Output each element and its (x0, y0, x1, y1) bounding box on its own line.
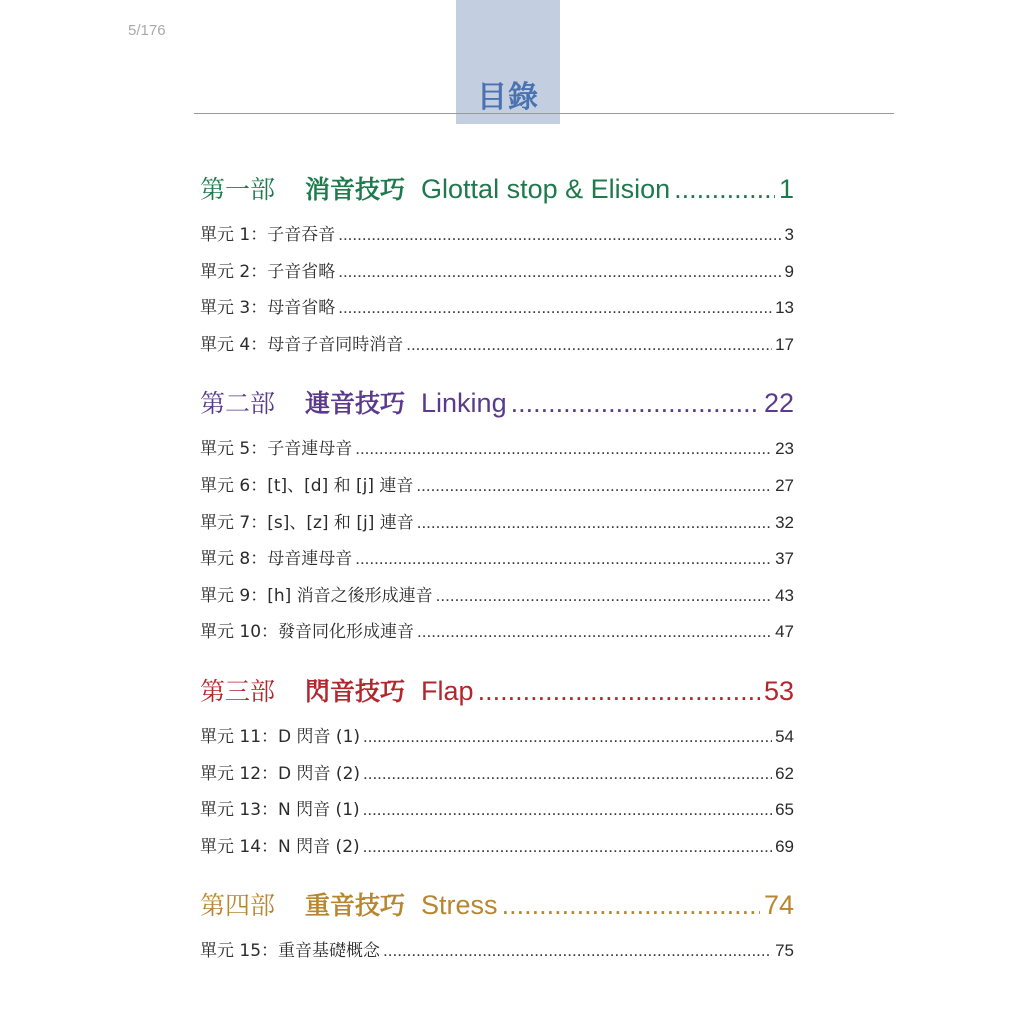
part-english-title: Glottal stop & Elision (421, 174, 671, 204)
unit-label: 單元 13：N 閃音 (1) (200, 800, 360, 821)
dot-leader (363, 727, 772, 747)
part-page-number: 74 (763, 890, 794, 921)
part-number: 第一部 (200, 175, 276, 204)
part-heading-1[interactable] (200, 170, 794, 212)
unit-label: 單元 9：[h] 消音之後形成連音 (200, 585, 433, 606)
unit-label: 單元 10：發音同化形成連音 (200, 622, 415, 643)
unit-page-number: 3 (784, 225, 794, 244)
dot-leader (363, 837, 772, 857)
part-number: 第四部 (200, 891, 276, 921)
dot-leader (502, 890, 760, 921)
part-page-number: 53 (763, 675, 794, 706)
dot-leader (383, 941, 772, 961)
unit-page-number: 65 (775, 800, 794, 820)
part-heading-3[interactable] (200, 672, 794, 714)
part-number: 第三部 (200, 676, 276, 706)
toc-entry-unit-9[interactable] (200, 581, 794, 618)
unit-page-number: 13 (775, 298, 794, 318)
toc-entry-unit-4[interactable] (200, 330, 794, 367)
dot-leader (338, 262, 781, 282)
toc-entry-unit-13[interactable] (200, 795, 794, 832)
toc-entry-unit-11[interactable] (200, 722, 794, 759)
table-of-contents (200, 170, 794, 973)
dot-leader (355, 549, 772, 569)
dot-leader (363, 800, 772, 820)
dot-leader (511, 388, 760, 419)
part-english-title: Flap (421, 675, 474, 706)
dot-leader (417, 513, 772, 533)
toc-entry-unit-14[interactable] (200, 832, 794, 869)
part-name: 消音技巧 (305, 175, 406, 204)
unit-page-number: 9 (784, 261, 794, 281)
page-title: 目錄 (477, 80, 539, 115)
part-heading-2[interactable] (200, 384, 794, 426)
unit-page-number: 23 (775, 439, 794, 459)
page-counter: 5/176 (128, 22, 166, 39)
unit-page-number: 37 (775, 549, 794, 569)
unit-label: 單元 15：重音基礎概念 (200, 941, 381, 962)
unit-label: 單元 7：[s]、[z] 和 [j] 連音 (200, 512, 414, 533)
toc-entry-unit-15[interactable] (200, 936, 794, 973)
unit-label: 單元 12：D 閃音 (2) (200, 763, 361, 784)
unit-page-number: 47 (775, 622, 794, 642)
toc-entry-unit-5[interactable] (200, 434, 794, 471)
unit-label: 單元 1：子音吞音 (200, 225, 336, 245)
unit-label: 單元 14：N 閃音 (2) (200, 836, 360, 857)
unit-page-number: 62 (775, 763, 794, 783)
toc-entry-unit-10[interactable] (200, 617, 794, 654)
toc-entry-unit-3[interactable] (200, 293, 794, 330)
part-name: 閃音技巧 (305, 676, 406, 706)
part-heading-4[interactable] (200, 886, 794, 928)
unit-label: 單元 8：母音連母音 (200, 549, 353, 570)
toc-entry-unit-12[interactable] (200, 759, 794, 796)
unit-page-number: 69 (775, 836, 794, 856)
toc-entry-unit-2[interactable] (200, 257, 794, 294)
title-divider (194, 113, 894, 114)
part-english-title: Stress (421, 890, 498, 921)
unit-page-number: 75 (775, 941, 794, 961)
dot-leader (355, 439, 772, 459)
unit-page-number: 27 (775, 475, 794, 495)
unit-page-number: 54 (775, 726, 794, 746)
toc-entry-unit-6[interactable] (200, 471, 794, 508)
dot-leader (436, 586, 772, 606)
part-name: 連音技巧 (305, 389, 406, 419)
part-page-number: 22 (763, 388, 794, 419)
part-page-number: 1 (778, 174, 794, 204)
unit-label: 單元 3：母音省略 (200, 298, 336, 319)
unit-label: 單元 4：母音子音同時消音 (200, 334, 404, 355)
dot-leader (416, 476, 772, 496)
unit-label: 單元 6：[t]、[d] 和 [j] 連音 (200, 475, 414, 496)
part-english-title: Linking (421, 388, 507, 419)
unit-page-number: 17 (775, 334, 794, 354)
dot-leader (338, 298, 772, 318)
part-name: 重音技巧 (305, 891, 406, 921)
dot-leader (674, 174, 775, 205)
dot-leader (406, 335, 772, 355)
dot-leader (363, 764, 772, 784)
title-tab (456, 0, 560, 124)
part-number: 第二部 (200, 389, 276, 419)
unit-label: 單元 2：子音省略 (200, 261, 336, 282)
unit-label: 單元 11：D 閃音 (1) (200, 726, 361, 747)
toc-entry-unit-1[interactable] (200, 220, 794, 257)
toc-entry-unit-7[interactable] (200, 508, 794, 545)
toc-entry-unit-8[interactable] (200, 544, 794, 581)
unit-page-number: 43 (775, 585, 794, 605)
dot-leader (478, 676, 760, 707)
unit-label: 單元 5：子音連母音 (200, 439, 353, 460)
dot-leader (417, 622, 772, 642)
dot-leader (338, 225, 781, 245)
unit-page-number: 32 (775, 512, 794, 532)
